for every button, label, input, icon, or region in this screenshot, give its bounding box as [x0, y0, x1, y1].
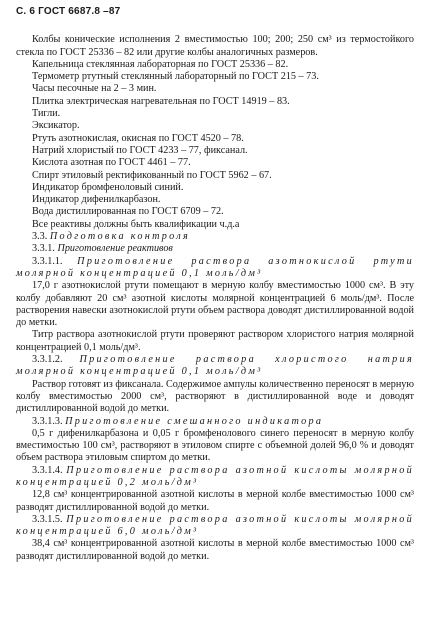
text-line: Ртуть азотнокислая, окисная по ГОСТ 4520 – 78.	[32, 132, 244, 144]
clause-3-3-1-1-body2: Титр раствора азотнокислой ртути проверяют раствором хлористого натрия молярной концентрацией 0,1 моль/дм³.	[16, 329, 414, 353]
text-line: Вода дистиллированная по ГОСТ 6709 – 72.	[32, 206, 224, 218]
text-line: Спирт этиловый ректификованный по ГОСТ 5962 – 67.	[32, 169, 272, 181]
text-line: Эксикатор.	[32, 120, 80, 132]
text-line: Часы песочные на 2 – 3 мин.	[32, 83, 157, 95]
text-line: Все реактивы должны быть квалификации ч.д.а	[32, 218, 240, 230]
clause-3-3-1-5-body: 38,4 см³ концентрированной азотной кислоты в мерной колбе вместимостью 1000 см³ разводят дистиллированной водой до метки.	[16, 538, 414, 562]
text-line: Индикатор дифенилкарбазон.	[32, 194, 161, 206]
text-line: Капельница стеклянная лабораторная по ГОСТ 25336 – 82.	[32, 58, 289, 70]
clause-3-3-1-1-title: 3.3.1.1. Приготовление раствора азотнокислой ртути молярной концентрацией 0,1 моль/дм³	[16, 255, 414, 279]
text-line: Натрий хлористый по ГОСТ 4233 – 77, фиксанал.	[32, 144, 248, 156]
text-line: Кислота азотная по ГОСТ 4461 – 77.	[32, 157, 191, 169]
text-line: Тигли.	[32, 108, 61, 120]
text-line: Колбы конические исполнения 2 вместимостью 100; 200; 250 см³ из термостойкого стекла по ГОСТ 25336 – 82 или другие колбы аналогичных размеров.	[16, 34, 414, 58]
clause-3-3-1-3-title: 3.3.1.3. Приготовление смешанного индикатора	[32, 415, 324, 427]
clause-3-3-1-5-title: 3.3.1.5. Приготовление раствора азотной кислоты молярной концентрацией 6,0 моль/дм³	[16, 513, 415, 538]
text-line: Индикатор бромфеноловый синий.	[32, 181, 184, 193]
text-line: Плитка электрическая нагревательная по ГОСТ 14919 – 83.	[32, 95, 290, 107]
page-header: С. 6 ГОСТ 6687.8 –87	[16, 6, 121, 17]
clause-3-3-1-1-body: 17,0 г азотнокислой ртути помещают в мерную колбу вместимостью 1000 см³. В эту колбу добавляют 20 см³ азотной кислоты молярной концентрацией 6 моль/дм³. После растворения навески азотнокислой ртути объем раствора доводят дистиллированной водой до метки.	[16, 280, 414, 329]
subsection-heading: 3.3.1. Приготовление реактивов	[32, 243, 173, 255]
clause-3-3-1-4-body: 12,8 см³ концентрированной азотной кислоты в мерной колбе вместимостью 1000 см³ разводят дистиллированной водой до метки.	[16, 489, 414, 513]
clause-3-3-1-2-body: Раствор готовят из фиксанала. Содержимое ампулы количественно переносят в мерную колбу вместимостью 2000 см³, растворяют в дистиллированной воде и доводят дистиллированной водой до метки.	[16, 378, 414, 415]
clause-3-3-1-2-title: 3.3.1.2. Приготовление раствора хлористого натрия молярной концентрацией 0,1 моль/дм³	[16, 354, 414, 378]
clause-3-3-1-4-title: 3.3.1.4. Приготовление раствора азотной кислоты молярной концентрацией 0,2 моль/дм³	[16, 464, 415, 488]
section-heading: 3.3. Подготовка контроля	[32, 231, 191, 243]
text-line: Термометр ртутный стеклянный лабораторный по ГОСТ 215 – 73.	[32, 71, 319, 83]
clause-3-3-1-3-body: 0,5 г дифенилкарбазона и 0,05 г бромфенолового синего переносят в мерную колбу вместимостью 100 см³, растворяют в этиловом спирте с объемной долей 96,0 % и доводят объем раствора этиловым спиртом до метки.	[16, 427, 414, 464]
